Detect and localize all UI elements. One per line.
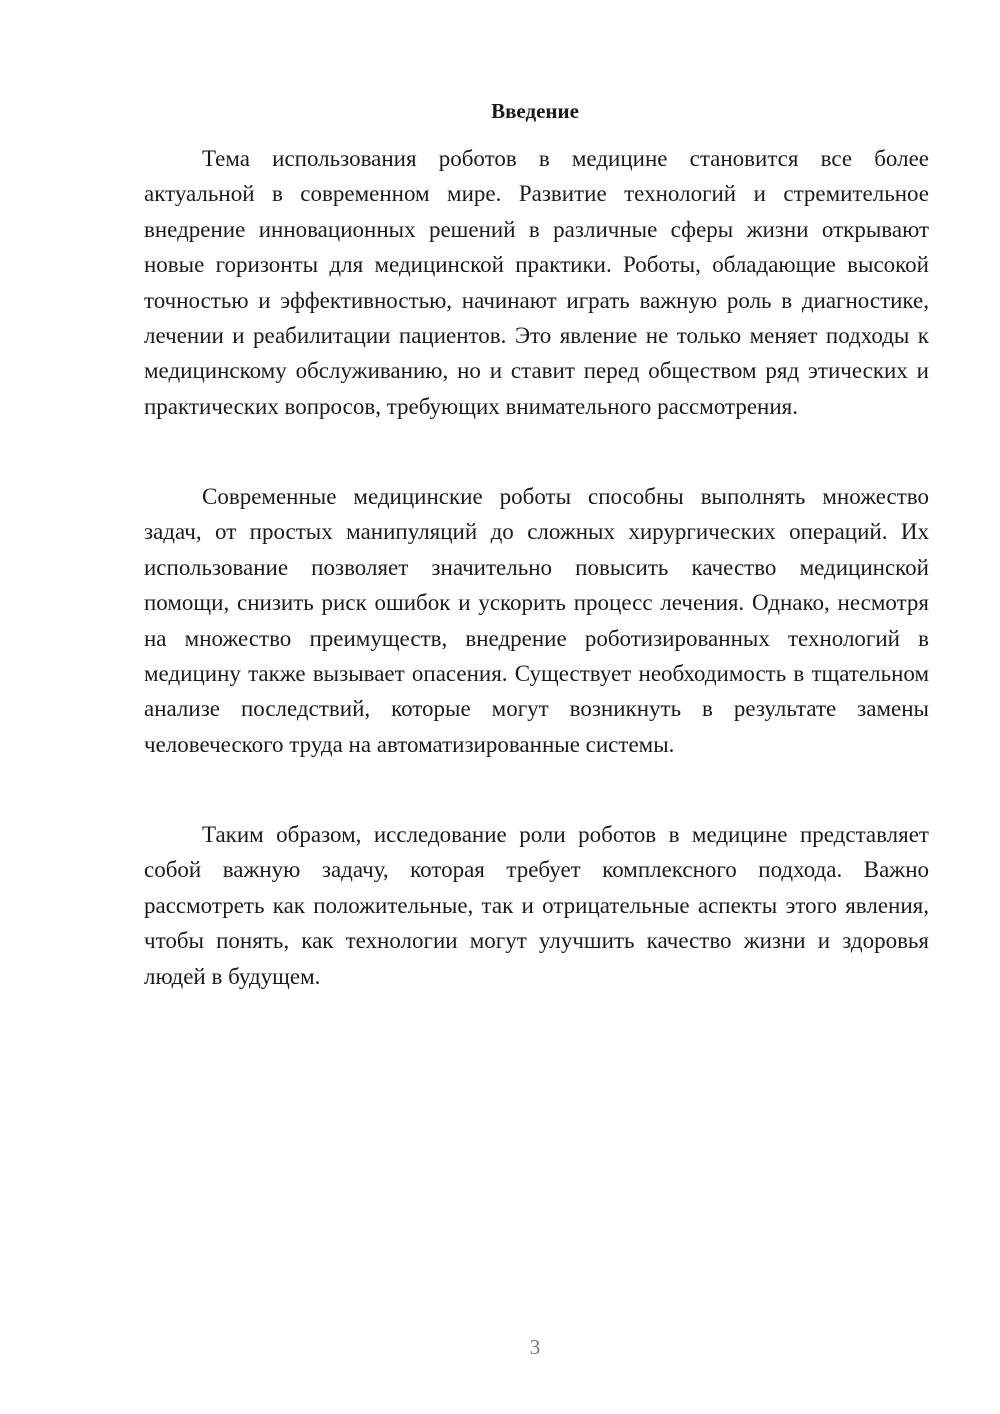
section-heading: Введение [491,99,579,123]
paragraph-1: Тема использования роботов в медицине становится все более актуальной в современном мире. Развитие технологий и стремительное внедрение инновационных решений в различные сферы жизни открывают новые горизонты для медицинской практики. Роботы, обладающие высокой точностью и эффективностью, начинают играть важную роль в диагностике, лечении и реабилитации пациентов. Это явление не только меняет подходы к медицинскому обслуживанию, но и ставит перед обществом ряд этических и практических вопросов, требующих внимательного рассмотрения. [144,146,929,419]
paragraph-3: Таким образом, исследование роли роботов в медицине представляет собой важную задачу, которая требует комплексного подхода. Важно рассмотреть как положительные, так и отрицательные аспекты этого явления, чтобы понять, как технологии могут улучшить качество жизни и здоровья людей в будущем. [144,822,929,989]
page-number: 3 [529,1335,541,1359]
paragraph-2: Современные медицинские роботы способны выполнять множество задач, от простых манипуляций до сложных хирургических операций. Их использование позволяет значительно повысить качество медицинской помощи, снизить риск ошибок и ускорить процесс лечения. Однако, несмотря на множество преимуществ, внедрение роботизированных технологий в медицину также вызывает опасения. Существует необходимость в тщательном анализе последствий, которые могут возникнуть в результате замены человеческого труда на автоматизированные системы. [144,484,929,757]
